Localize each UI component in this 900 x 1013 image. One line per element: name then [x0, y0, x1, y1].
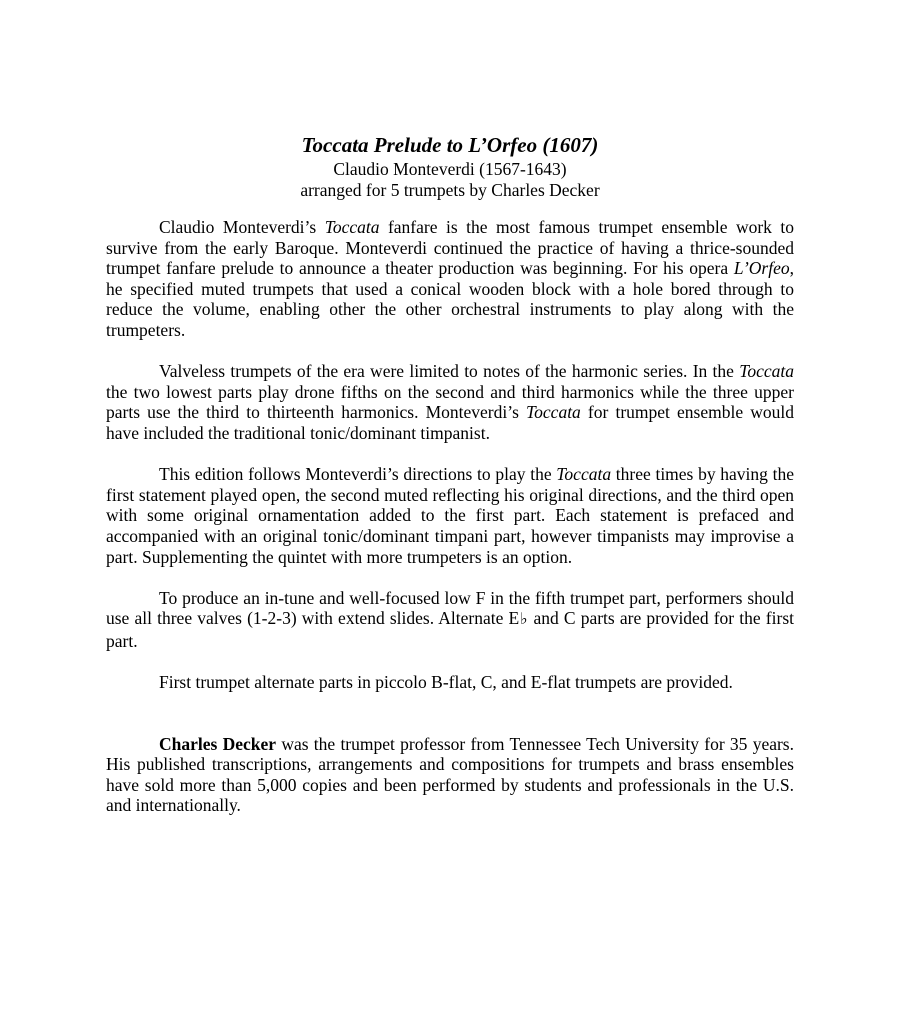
bio-name: Charles Decker [159, 733, 277, 754]
paragraph-harmonics [106, 361, 794, 443]
italic-run: Toccata [739, 361, 794, 382]
text-run: Claudio Monteverdi’s [159, 217, 325, 237]
text-run: , he specified muted trumpets that used a conical wooden block with a hole bored through to reduce the volume, enabling other the other orchestral instruments to play along with the trumpeters. [106, 258, 794, 340]
paragraph-low-f [106, 588, 794, 652]
paragraph-introduction [106, 217, 794, 341]
paragraph-biography [106, 734, 794, 816]
text-run: for trumpet ensemble would have included the traditional tonic/dominant timpanist. [106, 402, 794, 443]
text-run: To produce an in-tune and well-focused low F in the fifth trumpet part, performers should use all three valves (1-2-3) with extend slides. Alternate E [106, 587, 794, 629]
arrangement-line: arranged for 5 trumpets by Charles Decker [300, 180, 600, 200]
document-page [106, 131, 794, 816]
text-run: was the trumpet professor from Tennessee Tech University for 35 years. His published transcriptions, arrangements and compositions for trumpets and brass ensembles have sold more than 5,000 copies and been performed by students and professionals in the U.S. and internationally. [106, 733, 794, 816]
text-run: This edition follows Monteverdi’s directions to play the [159, 464, 557, 485]
text-run: and C parts are provided for the first part. [106, 608, 794, 651]
text-run: fanfare is the most famous trumpet ensemble work to survive from the early Baroque. Monteverdi continued the practice of having a thrice-sounded trumpet fanfare prelude to announce a theater production was beginning. For his opera [106, 217, 794, 279]
paragraph-edition [106, 464, 794, 567]
italic-run: L’Orfeo [733, 258, 790, 279]
italic-run: Toccata [324, 217, 380, 237]
composer-line: Claudio Monteverdi (1567-1643) [333, 159, 567, 179]
italic-run: Toccata [556, 464, 612, 485]
italic-run: Toccata [526, 402, 581, 423]
flat-symbol: ♭ [519, 611, 529, 629]
text-run: three times by having the first statement played open, the second muted reflecting his original directions, and the third open with some original ornamentation added to the first part. Each statement is prefaced and accompanied with an original tonic/dominant timpani part, however timpanists may improvise a part. Supplementing the quintet with more trumpeters is an option. [106, 464, 794, 567]
page-title: Toccata Prelude to L’Orfeo (1607) [301, 133, 599, 157]
text-run: the two lowest parts play drone fifths on the second and third harmonics while the three upper parts use the third to thirteenth harmonics. Monteverdi’s [106, 381, 794, 423]
paragraph-alternate-parts: First trumpet alternate parts in piccolo B-flat, C, and E-flat trumpets are provided. [159, 672, 733, 693]
text-run: Valveless trumpets of the era were limited to notes of the harmonic series. In the [159, 361, 740, 382]
